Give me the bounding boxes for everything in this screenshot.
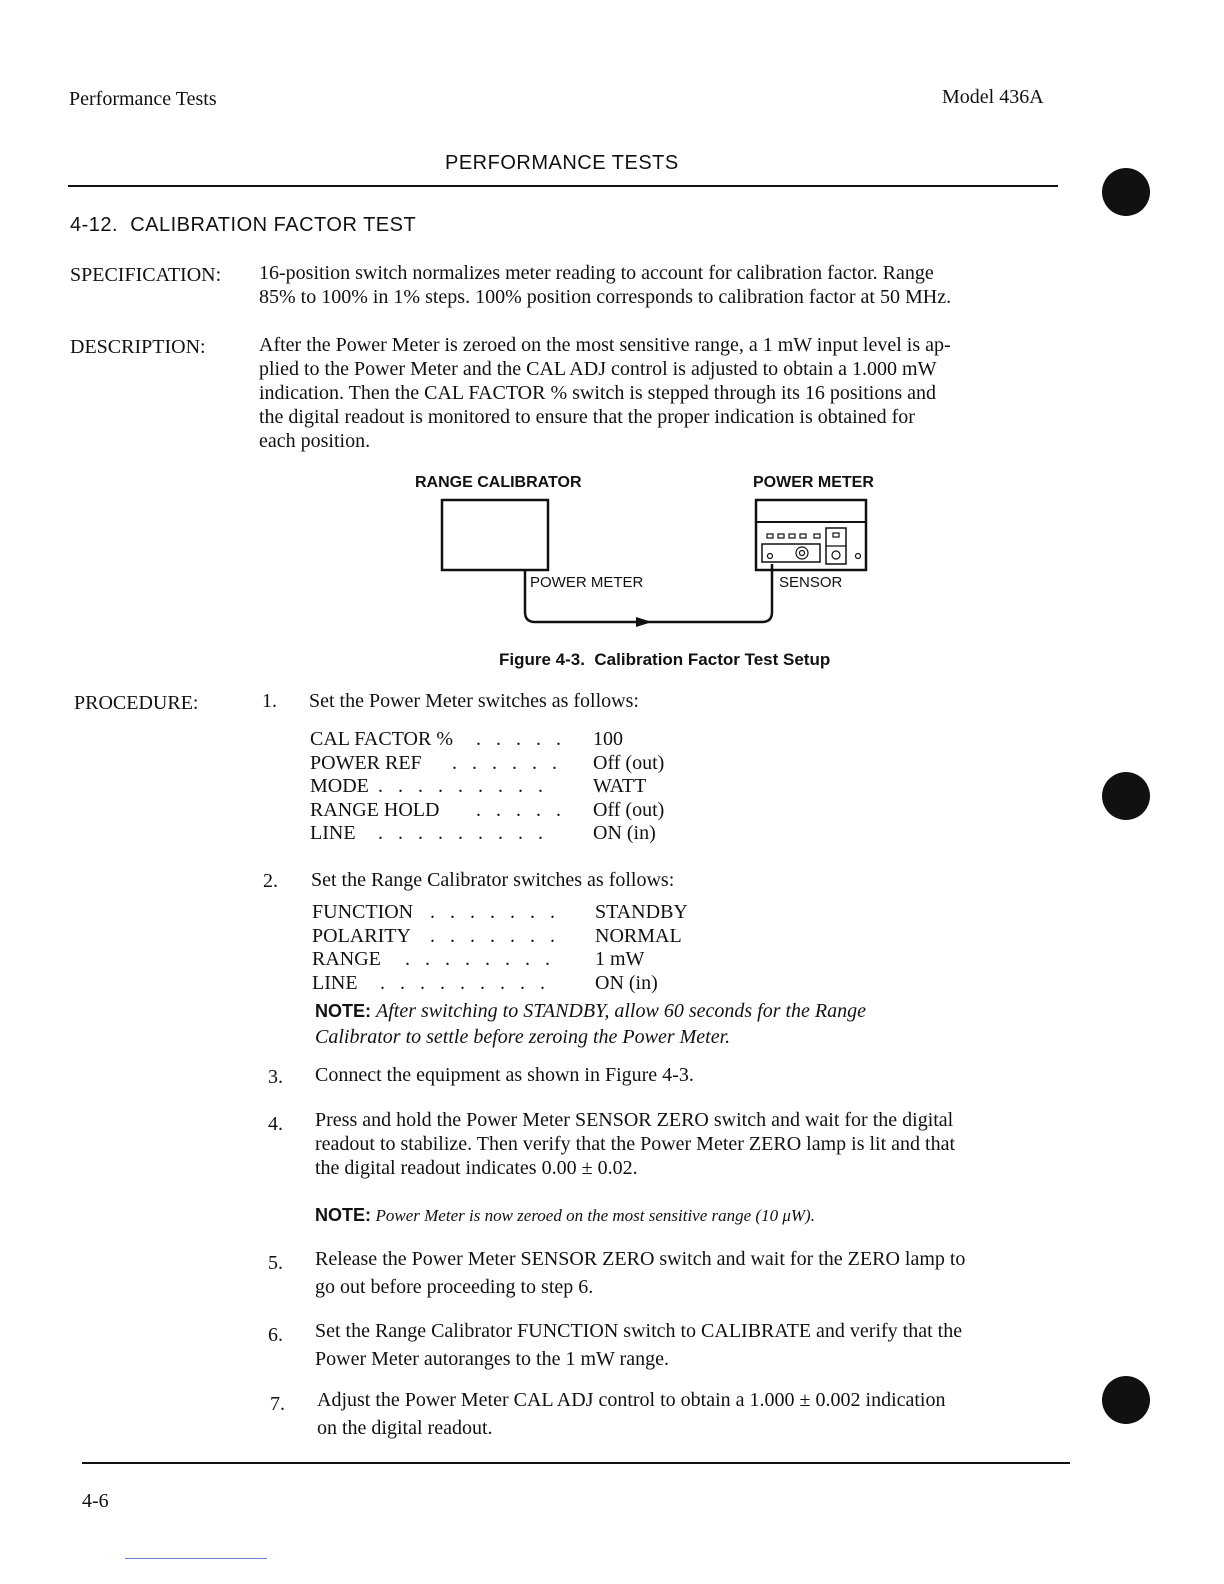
step-text xyxy=(315,1317,962,1373)
specification-label: SPECIFICATION: xyxy=(70,264,222,286)
step-line: Power Meter autoranges to the 1 mW range. xyxy=(315,1348,669,1370)
cable-label-power-meter: POWER METER xyxy=(530,574,644,591)
setting-value: WATT xyxy=(593,775,647,797)
procedure-label: PROCEDURE: xyxy=(74,692,199,714)
setting-value: STANDBY xyxy=(595,901,688,923)
section-title: 4-12. CALIBRATION FACTOR TEST xyxy=(70,214,417,236)
leader-dots: . . . . . . . xyxy=(430,901,560,923)
setting-row xyxy=(310,799,439,822)
step-line: on the digital readout. xyxy=(317,1417,493,1439)
cable-path xyxy=(525,564,772,622)
description-text xyxy=(259,333,951,453)
setting-value: 100 xyxy=(593,728,623,750)
specification-text xyxy=(259,261,951,309)
setting-row xyxy=(310,822,356,845)
setting-name: POLARITY xyxy=(312,925,411,947)
setting-value: NORMAL xyxy=(595,925,682,947)
step-number: 2. xyxy=(263,870,278,892)
leader-dots: . . . . . . . . . xyxy=(380,972,550,994)
description-line: the digital readout is monitored to ensure that the proper indication is obtained for xyxy=(259,406,915,428)
description-line: plied to the Power Meter and the CAL ADJ control is adjusted to obtain a 1.000 mW xyxy=(259,358,937,380)
step-number: 5. xyxy=(268,1252,283,1274)
note xyxy=(315,999,866,1049)
setting-name: POWER REF xyxy=(310,752,422,774)
leader-dots: . . . . . xyxy=(476,799,566,821)
punch-hole xyxy=(1102,772,1150,820)
footer-rule xyxy=(82,1462,1070,1464)
step-line: Adjust the Power Meter CAL ADJ control to obtain a 1.000 ± 0.002 indication xyxy=(317,1389,946,1411)
step-text: Set the Range Calibrator switches as follows: xyxy=(311,869,675,891)
meter-button xyxy=(778,534,784,538)
setting-name: RANGE HOLD xyxy=(310,799,440,821)
step-text xyxy=(315,1108,955,1180)
calibration-setup-diagram xyxy=(430,490,890,640)
note-text: Power Meter is now zeroed on the most sensitive range (10 μW). xyxy=(375,1206,815,1225)
setting-name: RANGE xyxy=(312,948,381,970)
leader-dots: . . . . . . . xyxy=(430,925,560,947)
figure-caption: Figure 4-3. Calibration Factor Test Setup xyxy=(499,650,831,669)
setting-value: Off (out) xyxy=(593,799,665,821)
step-line: the digital readout indicates 0.00 ± 0.02. xyxy=(315,1157,638,1179)
leader-dots: . . . . . . . . xyxy=(405,948,555,970)
setting-value: ON (in) xyxy=(595,972,658,994)
setting-row xyxy=(312,901,413,924)
range-calibrator-box xyxy=(442,500,548,570)
leader-dots: . . . . . xyxy=(476,728,566,750)
setting-name: CAL FACTOR % xyxy=(310,728,453,750)
specification-line: 16-position switch normalizes meter reading to account for calibration factor. Range xyxy=(259,262,934,284)
figure-label-power-meter: POWER METER xyxy=(753,474,874,491)
section-heading: PERFORMANCE TESTS xyxy=(445,152,679,174)
leader-dots: . . . . . . xyxy=(452,752,562,774)
setting-value: 1 mW xyxy=(595,948,645,970)
step-number: 1. xyxy=(262,690,277,712)
note-text: Calibrator to settle before zeroing the Power Meter. xyxy=(315,1026,731,1048)
scan-artifact-line xyxy=(125,1558,267,1559)
meter-button xyxy=(789,534,795,538)
cable-label-sensor: SENSOR xyxy=(779,574,843,591)
running-header-right: Model 436A xyxy=(942,86,1044,108)
setting-name: MODE xyxy=(310,775,369,797)
step-text: Set the Power Meter switches as follows: xyxy=(309,690,639,712)
step-line: go out before proceeding to step 6. xyxy=(315,1276,594,1298)
note-text: After switching to STANDBY, allow 60 seconds for the Range xyxy=(376,1000,866,1022)
punch-hole xyxy=(1102,168,1150,216)
running-header-left: Performance Tests xyxy=(69,88,217,110)
leader-dots: . . . . . . . . . xyxy=(378,822,548,844)
setting-row xyxy=(310,775,369,798)
setting-value: ON (in) xyxy=(593,822,656,844)
step-text xyxy=(315,1245,965,1301)
step-line: Release the Power Meter SENSOR ZERO switch and wait for the ZERO lamp to xyxy=(315,1248,966,1270)
meter-button xyxy=(814,534,820,538)
note xyxy=(315,1205,815,1226)
description-label: DESCRIPTION: xyxy=(70,336,206,358)
setting-row xyxy=(312,972,358,995)
step-number: 4. xyxy=(268,1113,283,1135)
description-line: After the Power Meter is zeroed on the most sensitive range, a 1 mW input level is ap- xyxy=(259,334,951,356)
setting-row xyxy=(310,728,453,751)
step-text: Connect the equipment as shown in Figure 4-3. xyxy=(315,1064,694,1086)
setting-name: LINE xyxy=(312,972,358,994)
step-text xyxy=(317,1386,946,1442)
setting-row xyxy=(312,948,381,971)
punch-hole xyxy=(1102,1376,1150,1424)
step-number: 7. xyxy=(270,1393,285,1415)
setting-row xyxy=(310,752,422,775)
meter-knob xyxy=(856,554,861,559)
setting-value: Off (out) xyxy=(593,752,665,774)
step-line: readout to stabilize. Then verify that the Power Meter ZERO lamp is lit and that xyxy=(315,1133,956,1155)
description-line: each position. xyxy=(259,430,371,452)
note-label: NOTE: xyxy=(315,1205,371,1225)
leader-dots: . . . . . . . . . xyxy=(378,775,548,797)
step-line: Set the Range Calibrator FUNCTION switch to CALIBRATE and verify that the xyxy=(315,1320,963,1342)
cable-direction-arrow xyxy=(636,617,652,627)
heading-rule xyxy=(68,185,1058,187)
specification-line: 85% to 100% in 1% steps. 100% position corresponds to calibration factor at 50 MHz. xyxy=(259,286,952,308)
setting-row xyxy=(312,925,411,948)
setting-name: LINE xyxy=(310,822,356,844)
meter-button xyxy=(767,534,773,538)
setting-name: FUNCTION xyxy=(312,901,414,923)
step-number: 6. xyxy=(268,1324,283,1346)
figure-label-range-calibrator: RANGE CALIBRATOR xyxy=(415,474,582,491)
step-number: 3. xyxy=(268,1066,283,1088)
page-number: 4-6 xyxy=(82,1490,109,1512)
step-line: Press and hold the Power Meter SENSOR ZERO switch and wait for the digital xyxy=(315,1109,954,1131)
meter-button xyxy=(800,534,806,538)
description-line: indication. Then the CAL FACTOR % switch is stepped through its 16 positions and xyxy=(259,382,937,404)
note-label: NOTE: xyxy=(315,1001,371,1021)
